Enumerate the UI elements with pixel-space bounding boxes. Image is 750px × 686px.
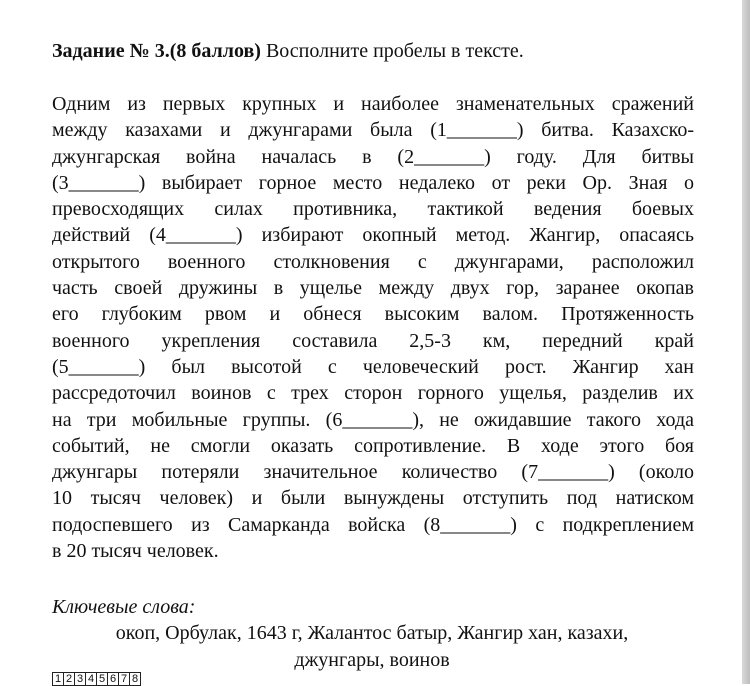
answer-cell: 3 [75, 673, 86, 685]
task-text [52, 91, 694, 564]
keywords-label: Ключевые слова: [52, 596, 196, 618]
answer-cell: 5 [97, 673, 108, 685]
answer-cell: 8 [130, 673, 141, 685]
keywords-list [52, 620, 692, 674]
keywords-line: окоп, Орбулак, 1643 г, Жалантос батыр, Жангир хан, казахи, [115, 622, 629, 644]
text-line: (3_______) выбирает горное место недалеко от реки Ор. Зная о [52, 171, 694, 194]
task-title-bold: Задание № 3.(8 баллов) [52, 40, 261, 62]
text-line: действий (4_______) избирают окопный метод. Жангир, опасаясь [52, 224, 694, 247]
text-line: в 20 тысяч человек. [52, 540, 219, 563]
text-line: на три мобильные группы. (6_______), не ожидавшие такого хода [52, 408, 694, 431]
text-line: его глубоким рвом и обнеся высоким валом. Протяженность [52, 303, 694, 326]
task-heading [52, 38, 692, 64]
answer-cell: 7 [119, 673, 130, 685]
text-line: событий, не смогли оказать сопротивление. В ходе этого боя [52, 434, 694, 457]
answer-cell: 1 [53, 673, 64, 685]
answer-cell: 4 [86, 673, 97, 685]
text-line: джунгары потеряли значительное количество (7_______) (около [52, 461, 694, 484]
text-line: рассредоточил воинов с трех сторон горного ущелья, разделив их [52, 382, 694, 405]
text-line: военного укрепления составила 2,5-3 км, передний край [52, 329, 694, 352]
answer-cell: 2 [64, 673, 75, 685]
text-line: между казахами и джунгарами была (1_______) битва. Казахско- [52, 119, 694, 142]
text-line: подоспевшего из Самарканда войска (8_______) с подкреплением [52, 513, 694, 536]
text-line: Одним из первых крупных и наиболее знаменательных сражений [52, 93, 694, 115]
task-title-instruction: Восполните пробелы в тексте. [260, 40, 524, 62]
text-line: превосходящих силах противника, тактикой ведения боевых [52, 198, 694, 221]
keywords-line: джунгары, воинов [294, 649, 450, 671]
text-line: джунгарская война началась в (2_______) году. Для битвы [52, 145, 694, 168]
page-edge-shadow [742, 0, 750, 684]
text-line: 10 тысяч человек) и были вынуждены отступить под натиском [52, 487, 694, 510]
text-line: (5_______) был высотой с человеческий рост. Жангир хан [52, 355, 694, 378]
text-line: часть своей дружины в ущелье между двух гор, заранее окопав [52, 277, 694, 300]
text-line: открытого военного столкновения с джунгарами, расположил [52, 250, 694, 273]
answer-cell: 6 [108, 673, 119, 685]
